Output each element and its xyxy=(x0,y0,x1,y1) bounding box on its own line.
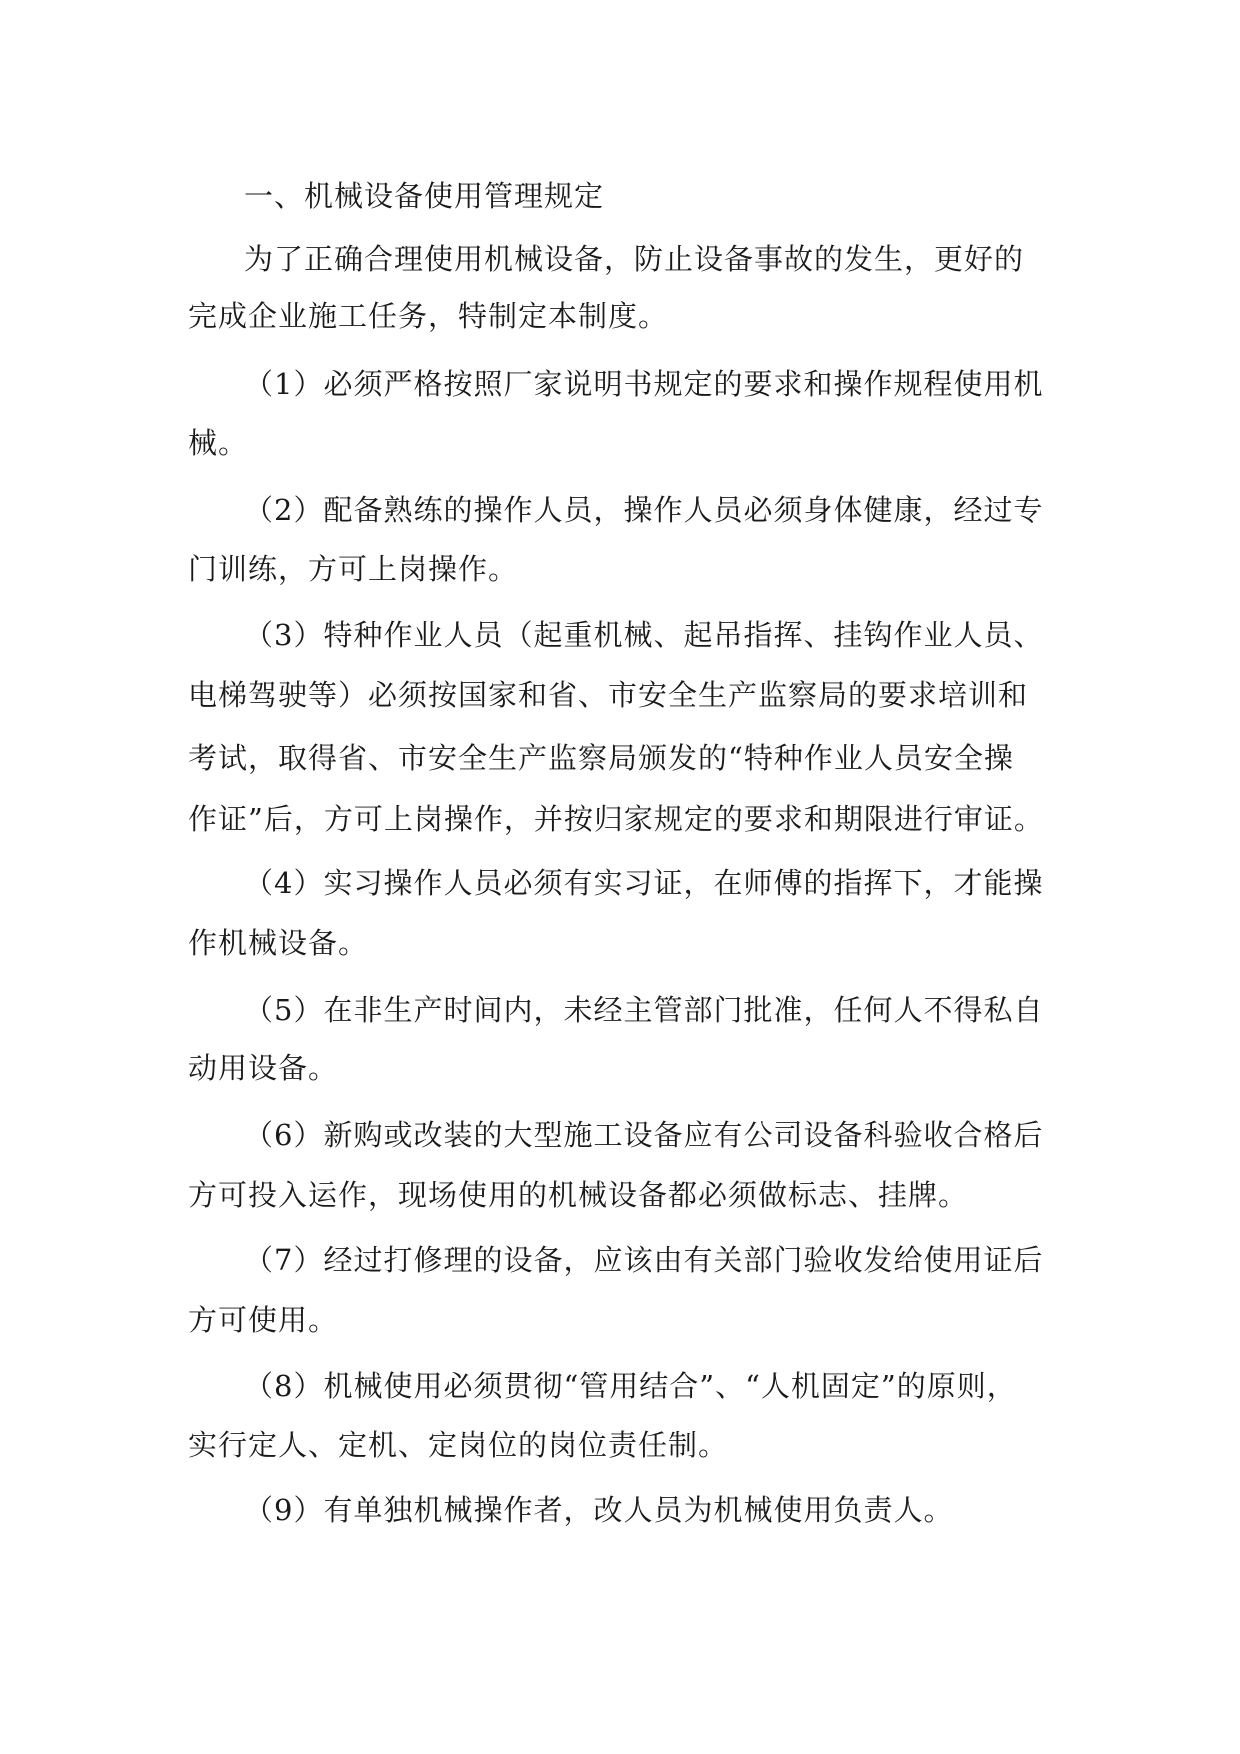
paragraph-line: 方可使用。 xyxy=(188,1303,339,1337)
paragraph-line: 考试，取得省、市安全生产监察局颁发的“特种作业人员安全操 xyxy=(188,741,1014,775)
rule-item-8: （8）机械使用必须贯彻“管用结合”、“人机固定”的原则， xyxy=(244,1369,1017,1403)
rule-item-1: （1）必须严格按照厂家说明书规定的要求和操作规程使用机 xyxy=(244,367,1044,401)
paragraph-line: 实行定人、定机、定岗位的岗位责任制。 xyxy=(188,1428,729,1462)
paragraph-line: 方可投入运作，现场使用的机械设备都必须做标志、挂牌。 xyxy=(188,1178,969,1212)
paragraph-line: 械。 xyxy=(188,426,249,460)
paragraph-line: 门训练，方可上岗操作。 xyxy=(188,552,519,586)
paragraph-line: 作证”后，方可上岗操作，并按归家规定的要求和期限进行审证。 xyxy=(188,802,1044,836)
rule-item-7: （7）经过打修理的设备，应该由有关部门验收发给使用证后 xyxy=(244,1243,1044,1277)
rule-item-3: （3）特种作业人员（起重机械、起吊指挥、挂钩作业人员、 xyxy=(244,618,1044,652)
rule-item-6: （6）新购或改装的大型施工设备应有公司设备科验收合格后 xyxy=(244,1118,1044,1152)
paragraph-line: 作机械设备。 xyxy=(188,926,369,960)
paragraph-line: 完成企业施工任务，特制定本制度。 xyxy=(188,299,669,333)
paragraph-line: 电梯驾驶等）必须按国家和省、市安全生产监察局的要求培训和 xyxy=(188,678,1029,712)
paragraph-line: 为了正确合理使用机械设备，防止设备事故的发生，更好的 xyxy=(244,242,1025,276)
section-heading: 一、机械设备使用管理规定 xyxy=(244,179,605,213)
rule-item-5: （5）在非生产时间内，未经主管部门批准，任何人不得私自 xyxy=(244,993,1044,1027)
rule-item-9: （9）有单独机械操作者，改人员为机械使用负责人。 xyxy=(244,1493,954,1527)
rule-item-4: （4）实习操作人员必须有实习证，在师傅的指挥下，才能操 xyxy=(244,866,1044,900)
paragraph-line: 动用设备。 xyxy=(188,1051,339,1085)
rule-item-2: （2）配备熟练的操作人员，操作人员必须身体健康，经过专 xyxy=(244,493,1044,527)
